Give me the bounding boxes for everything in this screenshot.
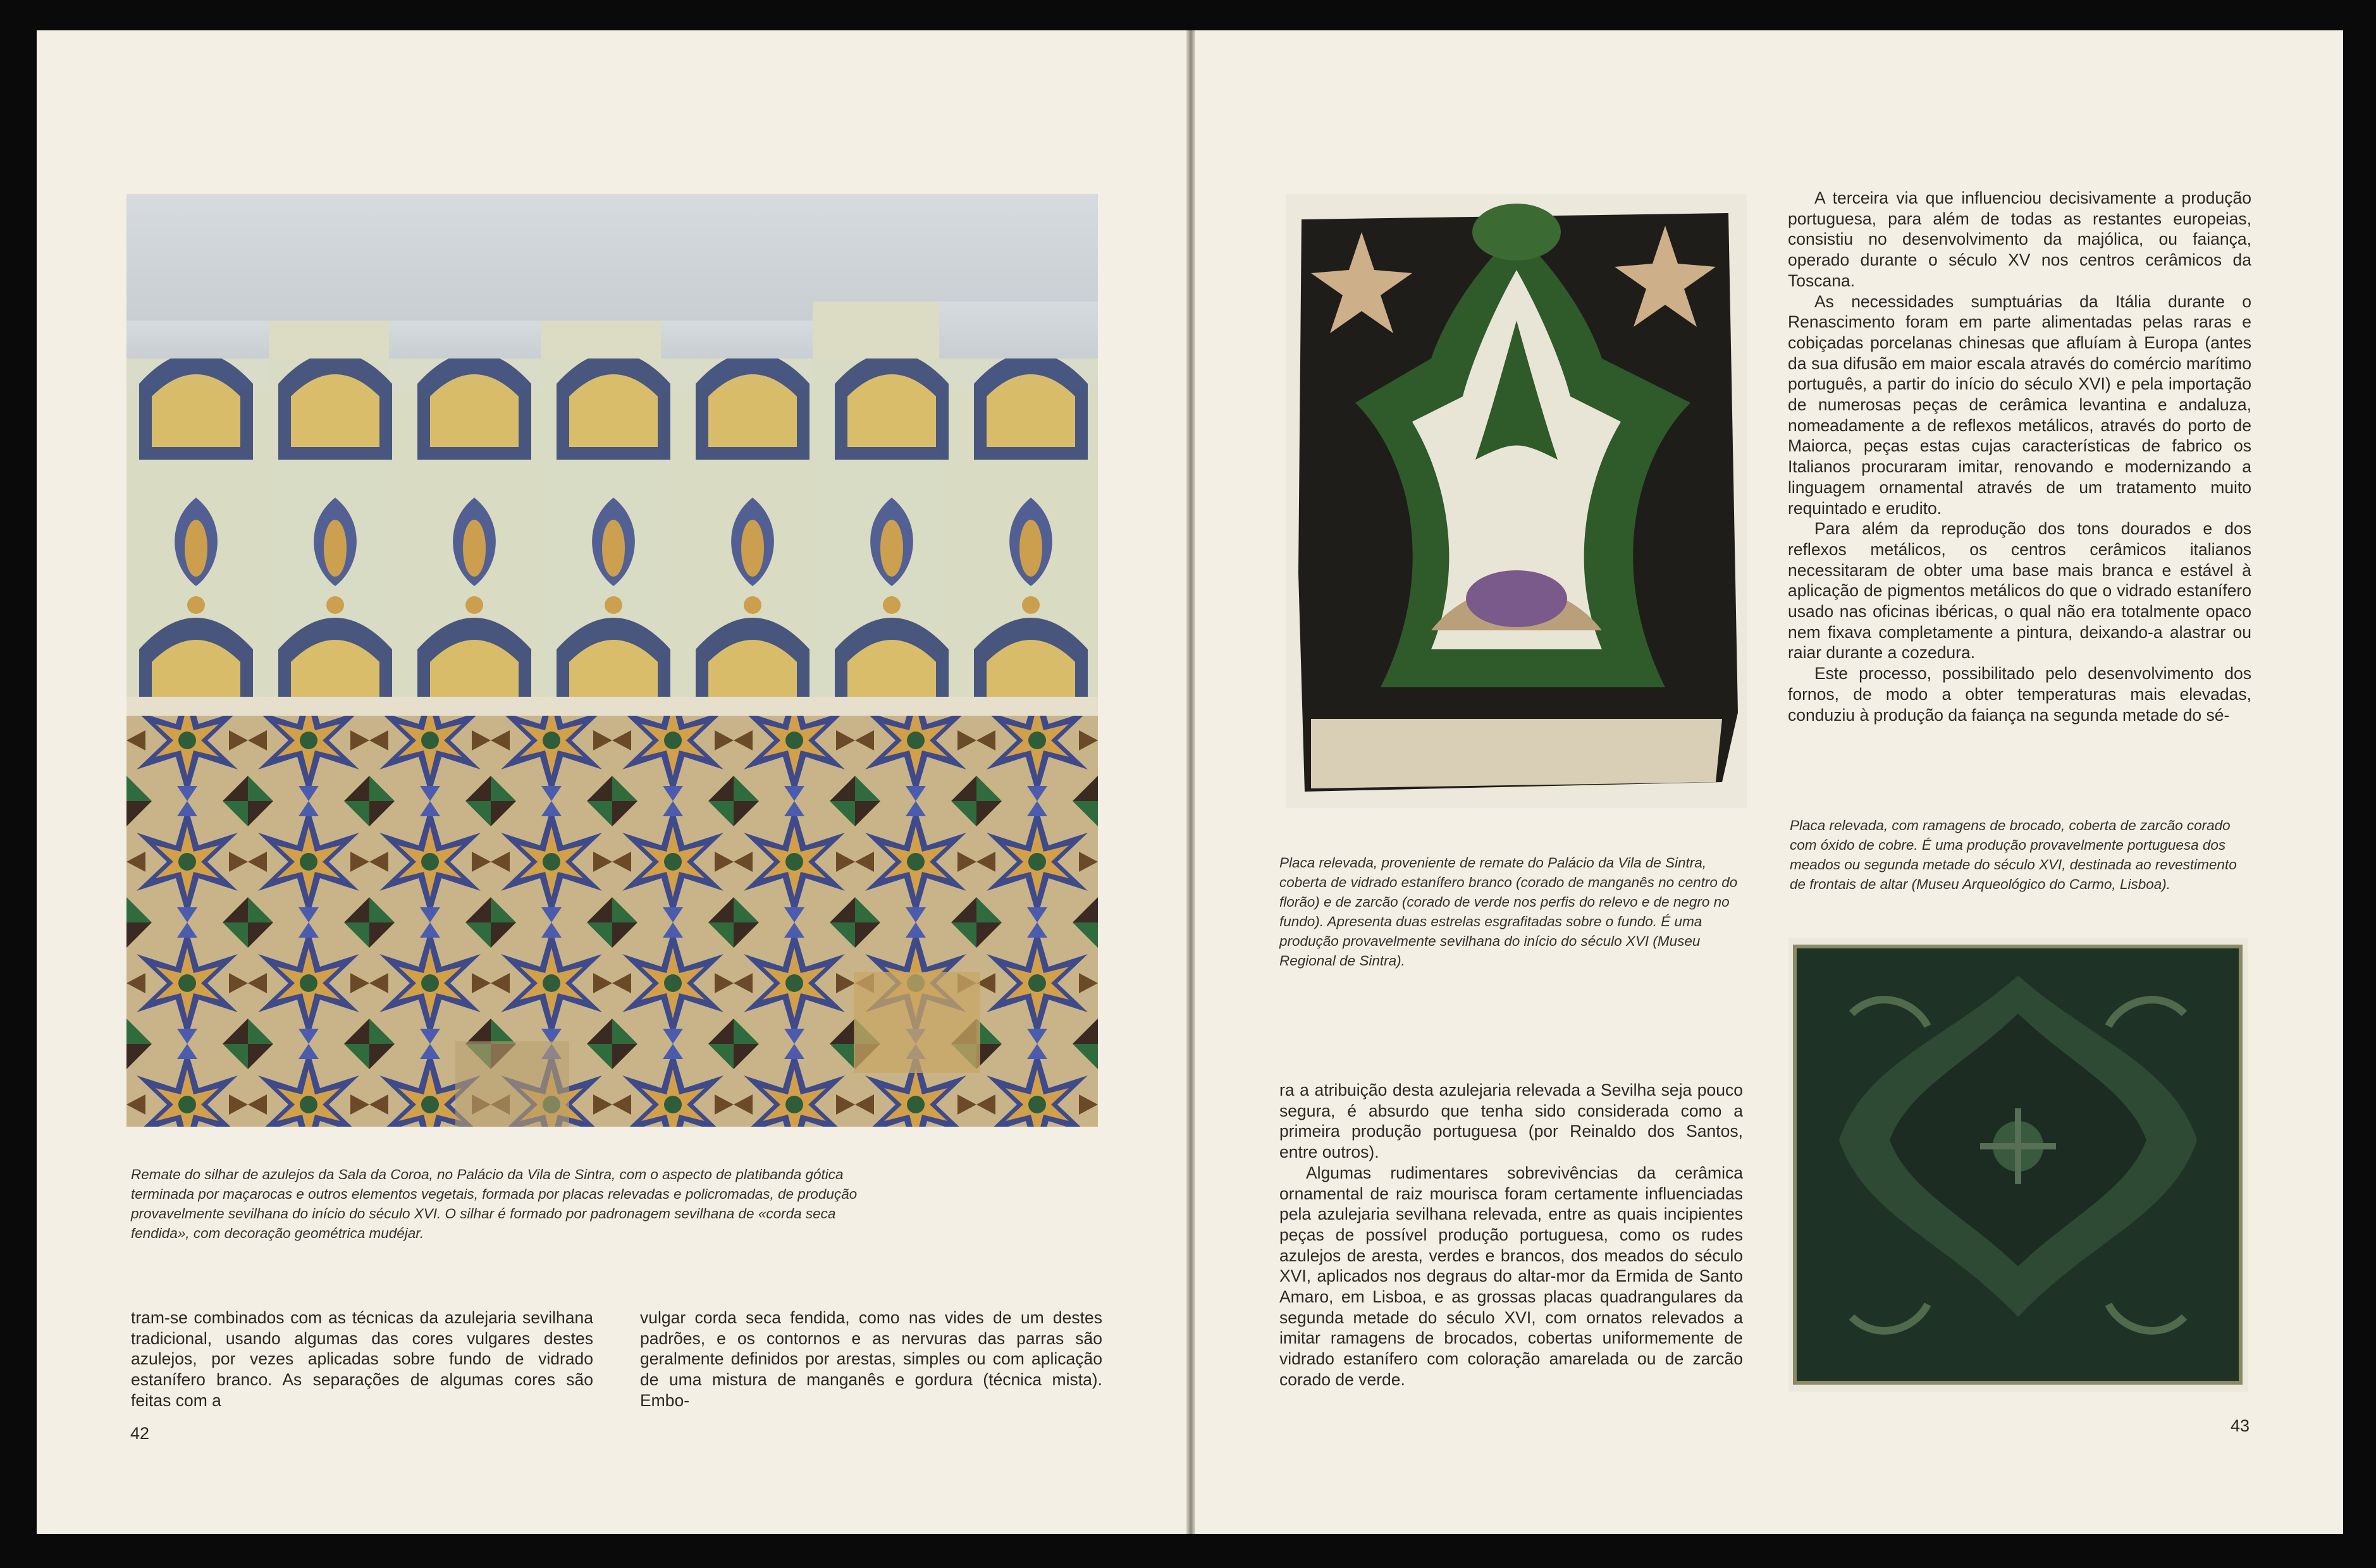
page-number-left: 42 bbox=[130, 1424, 150, 1443]
left-text-col-2 bbox=[640, 1308, 1102, 1411]
tile-wainscot-image bbox=[126, 194, 1098, 1127]
right-text-para-1: A terceira via que influenciou decisivamente a produção portuguesa, para além de todas as restantes europeias, consistiu no desenvolvimento da majólica, ou faiança, operado durante o século XV nos centros cerâmicos da Toscana. bbox=[1788, 188, 2251, 290]
relief-tile-photo bbox=[1286, 194, 1747, 808]
page-number-right: 43 bbox=[2231, 1416, 2250, 1435]
right-text-para-2: As necessidades sumptuárias da Itália durante o Renascimento foram em parte alimentadas pelas raras e cobiçadas porcelanas chinesas que afluíam à Europa (antes da sua difusão em maior escala através do comércio marítimo português, a partir do início do século XVI) e pela importação de numerosas peças de cerâmica levantina e andaluza, nomeadamente a de reflexos metálicos, através do porto de Maiorca, peças estas cujas características de fabrico os Italianos procuraram imitar, renovando e modernizando a linguagem ornamental através de um tratamento muito requintado e erudito. bbox=[1788, 291, 2251, 518]
brocade-tile-image bbox=[1788, 938, 2248, 1392]
left-text-col-1-para: tram-se combinados com as técnicas da azulejaria sevilhana tradicional, usando algumas das cores vulgares destes azulejos, por vezes aplicadas sobre fundo de vidrado estanífero branco. As separações de algumas cores são feitas com a bbox=[131, 1308, 593, 1410]
right-text-bottom-para-1: ra a atribuição desta azulejaria relevada a Sevilha seja pouco segura, é absurdo que tenha sido considerada como a primeira produção portuguesa (por Reinaldo dos Santos, entre outros). bbox=[1279, 1081, 1743, 1162]
right-text-top bbox=[1788, 188, 2251, 725]
right-text-para-3: Para além da reprodução dos tons dourados e dos reflexos metálicos, os centros cerâmicos italianos necessitaram de obter uma base mais branca e estável à aplicação de pigmentos metálicos do que o vidrado estanífero usado nas oficinas ibéricas, o qual não era totalmente opaco nem fixava completamente a pintura, deixando-a alastrar ou raiar durante a cozedura. bbox=[1788, 519, 2251, 663]
relief-tile-caption bbox=[1279, 853, 1745, 971]
right-text-bottom bbox=[1279, 1080, 1743, 1390]
relief-tile-caption-text: Placa relevada, proveniente de remate do Palácio da Vila de Sintra, coberta de vidrado estanífero branco (corado de manganês no centro do florão) e de zarcão (corado de verde nos perfis do relevo e de negro no fundo). Apresenta duas estrelas esgrafitadas sobre o fundo. É uma produção provavelmente sevilhana do início do século XVI (Museu Regional de Sintra). bbox=[1279, 855, 1738, 969]
relief-tile-image bbox=[1286, 194, 1747, 808]
right-text-bottom-para-2: Algumas rudimentares sobrevivências da cerâmica ornamental de raiz mourisca foram certamente influenciadas pela azulejaria sevilhana relevada, entre as quais incipientes peças de possível produção portuguesa, como os rudes azulejos de aresta, verdes e brancos, dos meados do século XVI, aplicados nos degraus do altar-mor da Ermida de Santo Amaro, em Lisboa, e as grossas placas quadrangulares da segunda metade do século XVI, com ornatos relevados a imitar ramagens de brocados, cobertas uniformemente de vidrado estanífero com coloração amarelada ou de zarcão corado de verde. bbox=[1279, 1163, 1743, 1389]
book-gutter bbox=[1186, 30, 1195, 1534]
wainscot-caption bbox=[131, 1165, 893, 1243]
wainscot-caption-text: Remate do silhar de azulejos da Sala da Coroa, no Palácio da Vila de Sintra, com o aspecto de platibanda gótica terminada por maçarocas e outros elementos vegetais, formada por placas relevadas e policromadas, de produção provavelmente sevilhana do início do século XVI. O silhar é formado por padronagem sevilhana de «corda seca fendida», com decoração geométrica mudéjar. bbox=[131, 1167, 858, 1241]
brocade-tile-photo bbox=[1788, 938, 2248, 1392]
brocade-tile-caption-text: Placa relevada, com ramagens de brocado, coberta de zarcão corado com óxido de cobre. É uma produção provavelmente portuguesa dos meados ou segunda metade do século XVI, destinada ao revestimento de frontais de altar (Museu Arqueológico do Carmo, Lisboa). bbox=[1790, 818, 2237, 892]
tile-wainscot-photo bbox=[126, 194, 1098, 1127]
right-text-para-4: Este processo, possibilitado pelo desenvolvimento dos fornos, de modo a obter temperaturas mais elevadas, conduziu à produção da faiança na segunda metade do sé- bbox=[1788, 664, 2251, 725]
brocade-tile-caption bbox=[1790, 816, 2255, 894]
left-text-col-2-para: vulgar corda seca fendida, como nas vides de um destes padrões, e os contornos e as nervuras das parras são geralmente definidos por arestas, simples ou com aplicação de uma mistura de manganês e gordura (técnica mista). Embo- bbox=[640, 1308, 1102, 1410]
left-text-col-1 bbox=[131, 1308, 593, 1411]
